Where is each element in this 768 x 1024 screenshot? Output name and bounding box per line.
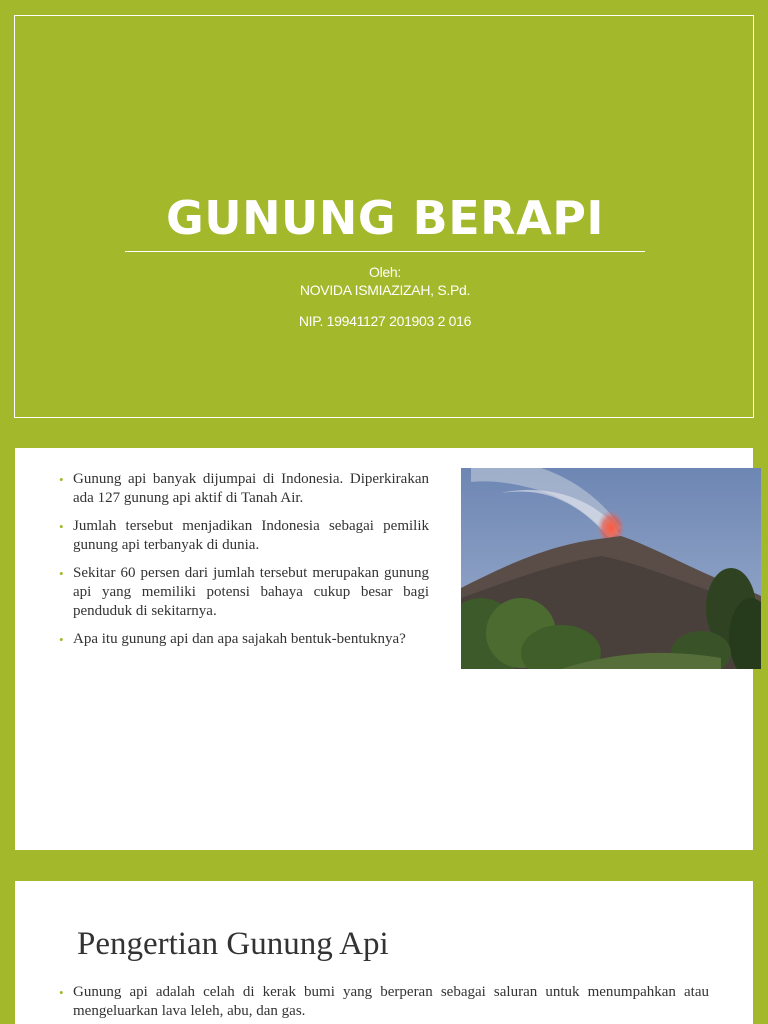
bullet-icon: • xyxy=(59,632,64,647)
bullet-list xyxy=(59,983,709,1021)
title-divider xyxy=(125,251,645,252)
bullet-icon: • xyxy=(59,985,64,1000)
list-item xyxy=(59,630,429,649)
slide-heading: Pengertian Gunung Api xyxy=(77,926,389,962)
bullet-icon: • xyxy=(59,566,64,581)
slide-title: GUNUNG BERAPI xyxy=(165,191,605,245)
author-name: NOVIDA ISMIAZIZAH, S.Pd. xyxy=(299,282,471,298)
list-item xyxy=(59,564,429,621)
list-item xyxy=(59,517,429,555)
bullet-icon: • xyxy=(59,519,64,534)
bullet-text: Jumlah tersebut menjadikan Indonesia sebagai pemilik gunung api terbanyak di dunia. xyxy=(73,518,429,553)
intro-slide[interactable] xyxy=(15,448,753,850)
nip-number: NIP. 19941127 201903 2 016 xyxy=(298,313,472,329)
bullet-icon: • xyxy=(59,472,64,487)
definition-slide[interactable] xyxy=(15,881,753,1024)
bullet-text: Gunung api banyak dijumpai di Indonesia. Diperkirakan ada 127 gunung api aktif di Tanah Air. xyxy=(73,471,429,506)
volcano-photo xyxy=(461,468,761,669)
list-item xyxy=(59,983,709,1021)
oleh-label: Oleh: xyxy=(369,264,401,280)
bullet-text: Sekitar 60 persen dari jumlah tersebut merupakan gunung api yang memiliki potensi bahaya cukup besar bagi penduduk di sekitarnya. xyxy=(73,565,429,619)
list-item xyxy=(59,470,429,508)
bullet-text: Gunung api adalah celah di kerak bumi yang berperan sebagai saluran untuk menumpahkan atau mengeluarkan lava leleh, abu, dan gas. xyxy=(73,984,709,1019)
title-slide[interactable] xyxy=(14,15,754,418)
bullet-text: Apa itu gunung api dan apa sajakah bentuk-bentuknya? xyxy=(73,631,406,647)
bullet-list xyxy=(59,470,429,658)
